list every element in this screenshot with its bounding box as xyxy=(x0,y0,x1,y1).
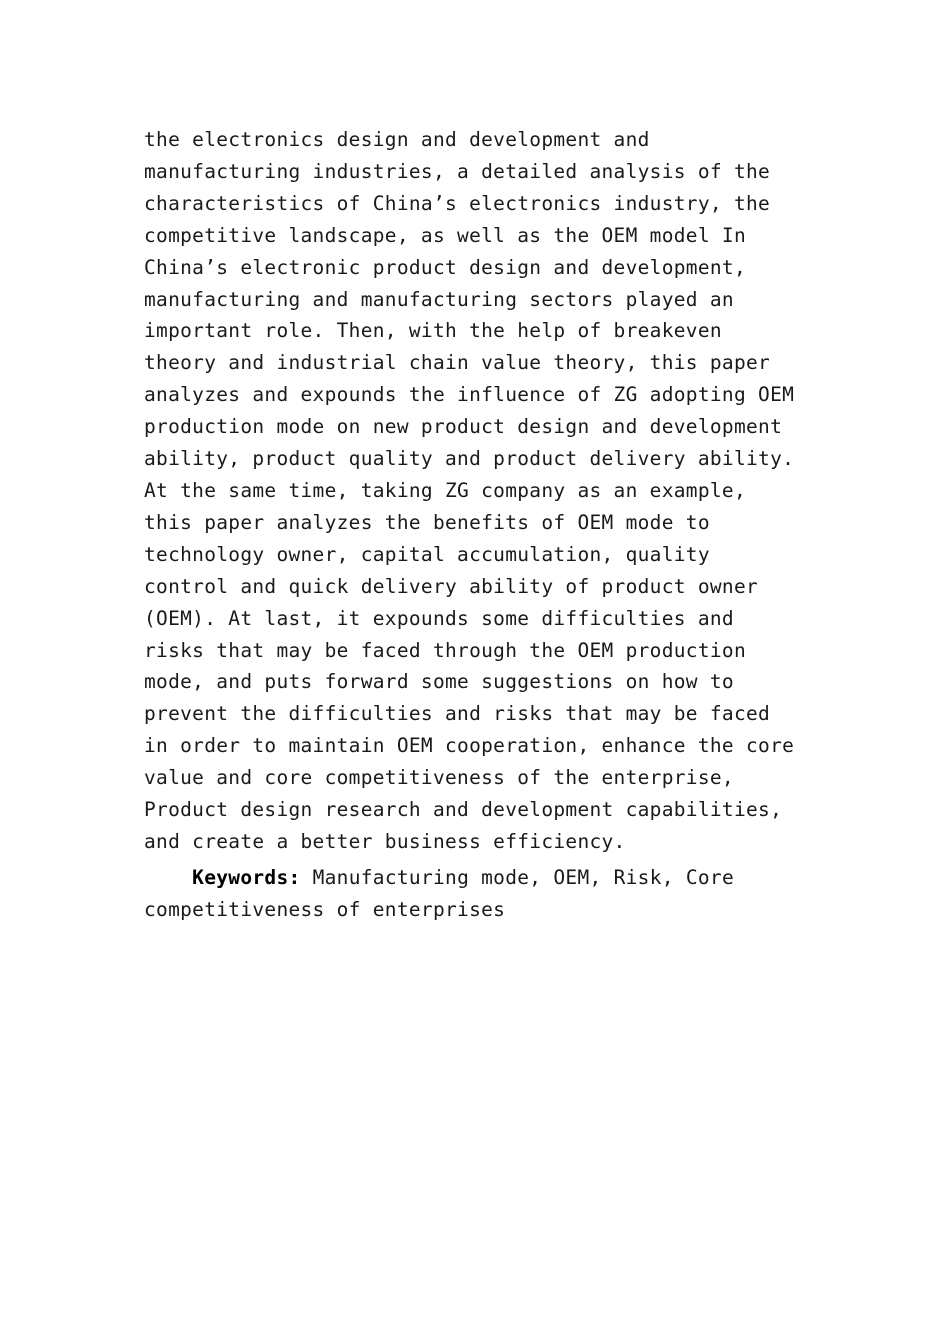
abstract-line: Product design research and development capabilities, xyxy=(144,798,783,822)
abstract-line: At the same time, taking ZG company as an example, xyxy=(144,478,746,502)
abstract-line: theory and industrial chain value theory, this paper xyxy=(144,351,771,375)
keywords-text-continued: competitiveness of enterprises xyxy=(144,897,506,921)
abstract-body xyxy=(144,124,844,926)
abstract-line: mode, and puts forward some suggestions on how to xyxy=(144,670,734,694)
abstract-line: manufacturing industries, a detailed analysis of the xyxy=(144,159,771,183)
abstract-line: (OEM). At last, it expounds some difficulties and xyxy=(144,606,734,630)
abstract-line: ability, product quality and product delivery ability. xyxy=(144,447,795,471)
abstract-line: this paper analyzes the benefits of OEM mode to xyxy=(144,510,710,534)
abstract-line: characteristics of China’s electronics industry, the xyxy=(144,191,771,215)
keywords-label: Keywords: xyxy=(192,865,301,889)
abstract-line: and create a better business efficiency. xyxy=(144,829,626,853)
abstract-line: value and core competitiveness of the enterprise, xyxy=(144,766,734,790)
abstract-line: risks that may be faced through the OEM production xyxy=(144,638,746,662)
abstract-line: production mode on new product design and development xyxy=(144,415,783,439)
abstract-line: prevent the difficulties and risks that may be faced xyxy=(144,702,771,726)
abstract-line: China’s electronic product design and development, xyxy=(144,255,746,279)
abstract-line: competitive landscape, as well as the OEM model In xyxy=(144,223,746,247)
abstract-line: in order to maintain OEM cooperation, enhance the core xyxy=(144,734,795,758)
abstract-line: the electronics design and development and xyxy=(144,128,650,151)
keywords-line xyxy=(144,862,844,894)
keywords-text: Manufacturing mode, OEM, Risk, Core xyxy=(300,865,734,889)
abstract-line: important role. Then, with the help of breakeven xyxy=(144,319,722,343)
abstract-line: analyzes and expounds the influence of ZG adopting OEM xyxy=(144,383,795,407)
abstract-line: manufacturing and manufacturing sectors played an xyxy=(144,287,734,311)
abstract-line: technology owner, capital accumulation, quality xyxy=(144,542,710,566)
abstract-line: control and quick delivery ability of product owner xyxy=(144,574,759,598)
